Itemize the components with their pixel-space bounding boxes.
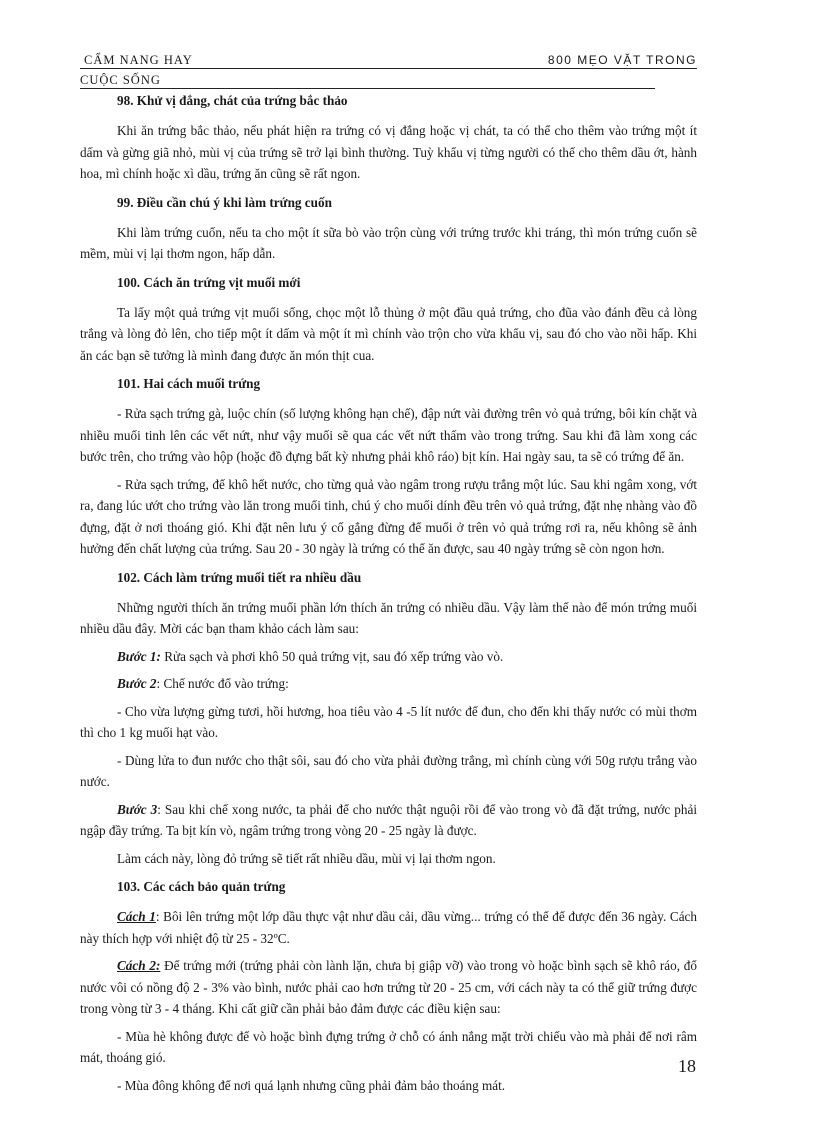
step-paragraph (80, 673, 697, 695)
paragraph: - Rửa sạch trứng gà, luộc chín (số lượng không hạn chế), đập nứt vài đường trên vỏ quả trứng, bôi kín chặt và nhiều muối tinh lên các vết nứt, như vậy muối sẽ qua các vết nứt thấm vào trong trứng. Sau khi đã làm xong các bước trên, cho trứng vào hộp (hoặc đồ đựng bất kỳ nhưng phải khô ráo) bịt kín. Hai ngày sau, ta sẽ có trứng để ăn. (80, 406, 697, 464)
step-1-text: Rửa sạch và phơi khô 50 quả trứng vịt, sau đó xếp trứng vào vò. (160, 648, 504, 664)
paragraph: - Cho vừa lượng gừng tươi, hồi hương, hoa tiêu vào 4 -5 lít nước để đun, cho đến khi thấy nước có mùi thơm thì cho 1 kg muối hạt vào. (80, 703, 697, 740)
step-paragraph (80, 646, 697, 668)
paragraph: - Mùa hè không được để vò hoặc bình đựng trứng ở chỗ có ánh nắng mặt trời chiếu vào mà phải để nơi râm mát, thoáng gió. (80, 1028, 697, 1065)
header-rule (80, 68, 697, 69)
method-2-label: Cách 2: (117, 958, 161, 973)
paragraph: - Dùng lửa to đun nước cho thật sôi, sau đó cho vừa phải đường trắng, mì chính cùng với 50g rượu trắng vào nước. (80, 752, 697, 789)
method-paragraph (80, 955, 697, 1020)
paragraph: Khi làm trứng cuốn, nếu ta cho một ít sữa bò vào trộn cùng với trứng trước khi tráng, thì món trứng cuốn sẽ mềm, mùi vị lại thơm ngon, hấp dẫn. (80, 224, 697, 261)
header-continuation: CUỘC SỐNG (80, 73, 161, 87)
step-1-label: Bước 1: (117, 648, 161, 664)
paragraph: - Rửa sạch trứng, để khô hết nước, cho từng quả vào ngâm trong rượu trắng một lúc. Sau khi ngâm xong, vớt ra, đang lúc ướt cho trứng vào lăn trong muối tinh, chú ý cho muối dính đều trên vỏ quả trứng, đặt nhẹ nhàng vào đồ đựng, đặt ở nơi thoáng gió. Khi đặt nên lưu ý cố gắng đừng để muối ở trên vỏ quả trứng rơi ra, nếu không sẽ ảnh hưởng đến chất lượng của trứng. Sau 20 - 30 ngày là trứng có thể ăn được, sau 40 ngày trứng sẽ còn ngon hơn. (80, 476, 697, 556)
paragraph: Khi ăn trứng bắc thảo, nếu phát hiện ra trứng có vị đắng hoặc vị chát, ta có thể cho thêm vào trứng một ít dấm và gừng giã nhỏ, mùi vị của trứng sẽ trở lại bình thường. Tuỳ khẩu vị từng người có thể cho thêm dầu ớt, hành hoa, mì chính hoặc xì dầu, trứng ăn cũng sẽ rất ngon. (80, 123, 697, 181)
method-1-text: : Bôi lên trứng một lớp dầu thực vật như dầu cải, dầu vừng... trứng có thể để được đến 36 ngày. Cách này thích hợp với nhiệt độ từ 25 - 32ºC. (80, 909, 697, 946)
page-number: 18 (678, 1056, 696, 1076)
step-paragraph (80, 799, 697, 842)
page-header (80, 50, 697, 90)
paragraph: Những người thích ăn trứng muối phần lớn thích ăn trứng có nhiều dầu. Vậy làm thế nào để món trứng muối nhiều dầu đây. Mời các bạn tham khảo cách làm sau: (80, 599, 697, 636)
section-heading-100: 100. Cách ăn trứng vịt muối mới (117, 274, 301, 290)
method-2-text: Để trứng mới (trứng phải còn lành lặn, chưa bị giập vỡ) vào trong vò hoặc bình sạch sẽ khô ráo, đổ nước vôi có nồng độ 2 - 3% vào bình, nước phải cao hơn trứng từ 20 - 25 cm, với cách này ta có thể giữ trứng được trong vòng từ 3 - 4 tháng. Khi cất giữ cần phải bảo đảm được các điều kiện sau: (80, 958, 697, 1016)
section-heading-101: 101. Hai cách muối trứng (117, 376, 261, 391)
paragraph: Làm cách này, lòng đỏ trứng sẽ tiết rất nhiều dầu, mùi vị lại thơm ngon. (117, 850, 496, 866)
step-3-label: Bước 3 (117, 801, 158, 817)
header-right-title: 800 MẸO VẶT TRONG (547, 53, 697, 67)
section-heading-98: 98. Khử vị đắng, chát của trứng bắc thảo (117, 93, 348, 108)
step-2-label: Bước 2 (117, 676, 157, 691)
step-3-text: : Sau khi chế xong nước, ta phải để cho nước thật nguội rồi để vào trong vò đã đặt trứng, nước phải ngập đầy trứng. Ta bịt kín vò, ngâm trứng trong vòng 20 - 25 ngày là được. (80, 801, 697, 838)
header-rule-2 (80, 88, 655, 89)
section-heading-102: 102. Cách làm trứng muối tiết ra nhiều dầu (117, 569, 362, 585)
section-heading-103: 103. Các cách bảo quản trứng (117, 879, 286, 894)
method-1-label: Cách 1 (117, 909, 156, 924)
paragraph: - Mùa đông không để nơi quá lạnh nhưng cũng phải đảm bảo thoáng mát. (117, 1077, 506, 1093)
header-left-title: CẨM NANG HAY (84, 53, 193, 67)
paragraph: Ta lấy một quả trứng vịt muối sống, chọc một lỗ thủng ở một đầu quả trứng, cho đũa vào đánh đều cả lòng trắng và lòng đỏ lên, cho tiếp một ít dấm và một ít mì chính vào trộn cho vừa khẩu vị, sau đó cho vào nồi hấp. Khi ăn các bạn sẽ tưởng là mình đang được ăn món thịt cua. (80, 304, 697, 363)
method-paragraph (80, 906, 697, 949)
section-heading-99: 99. Điều cần chú ý khi làm trứng cuốn (117, 194, 332, 210)
page-content (80, 92, 697, 1102)
step-2-text: : Chế nước đổ vào trứng: (156, 676, 289, 691)
